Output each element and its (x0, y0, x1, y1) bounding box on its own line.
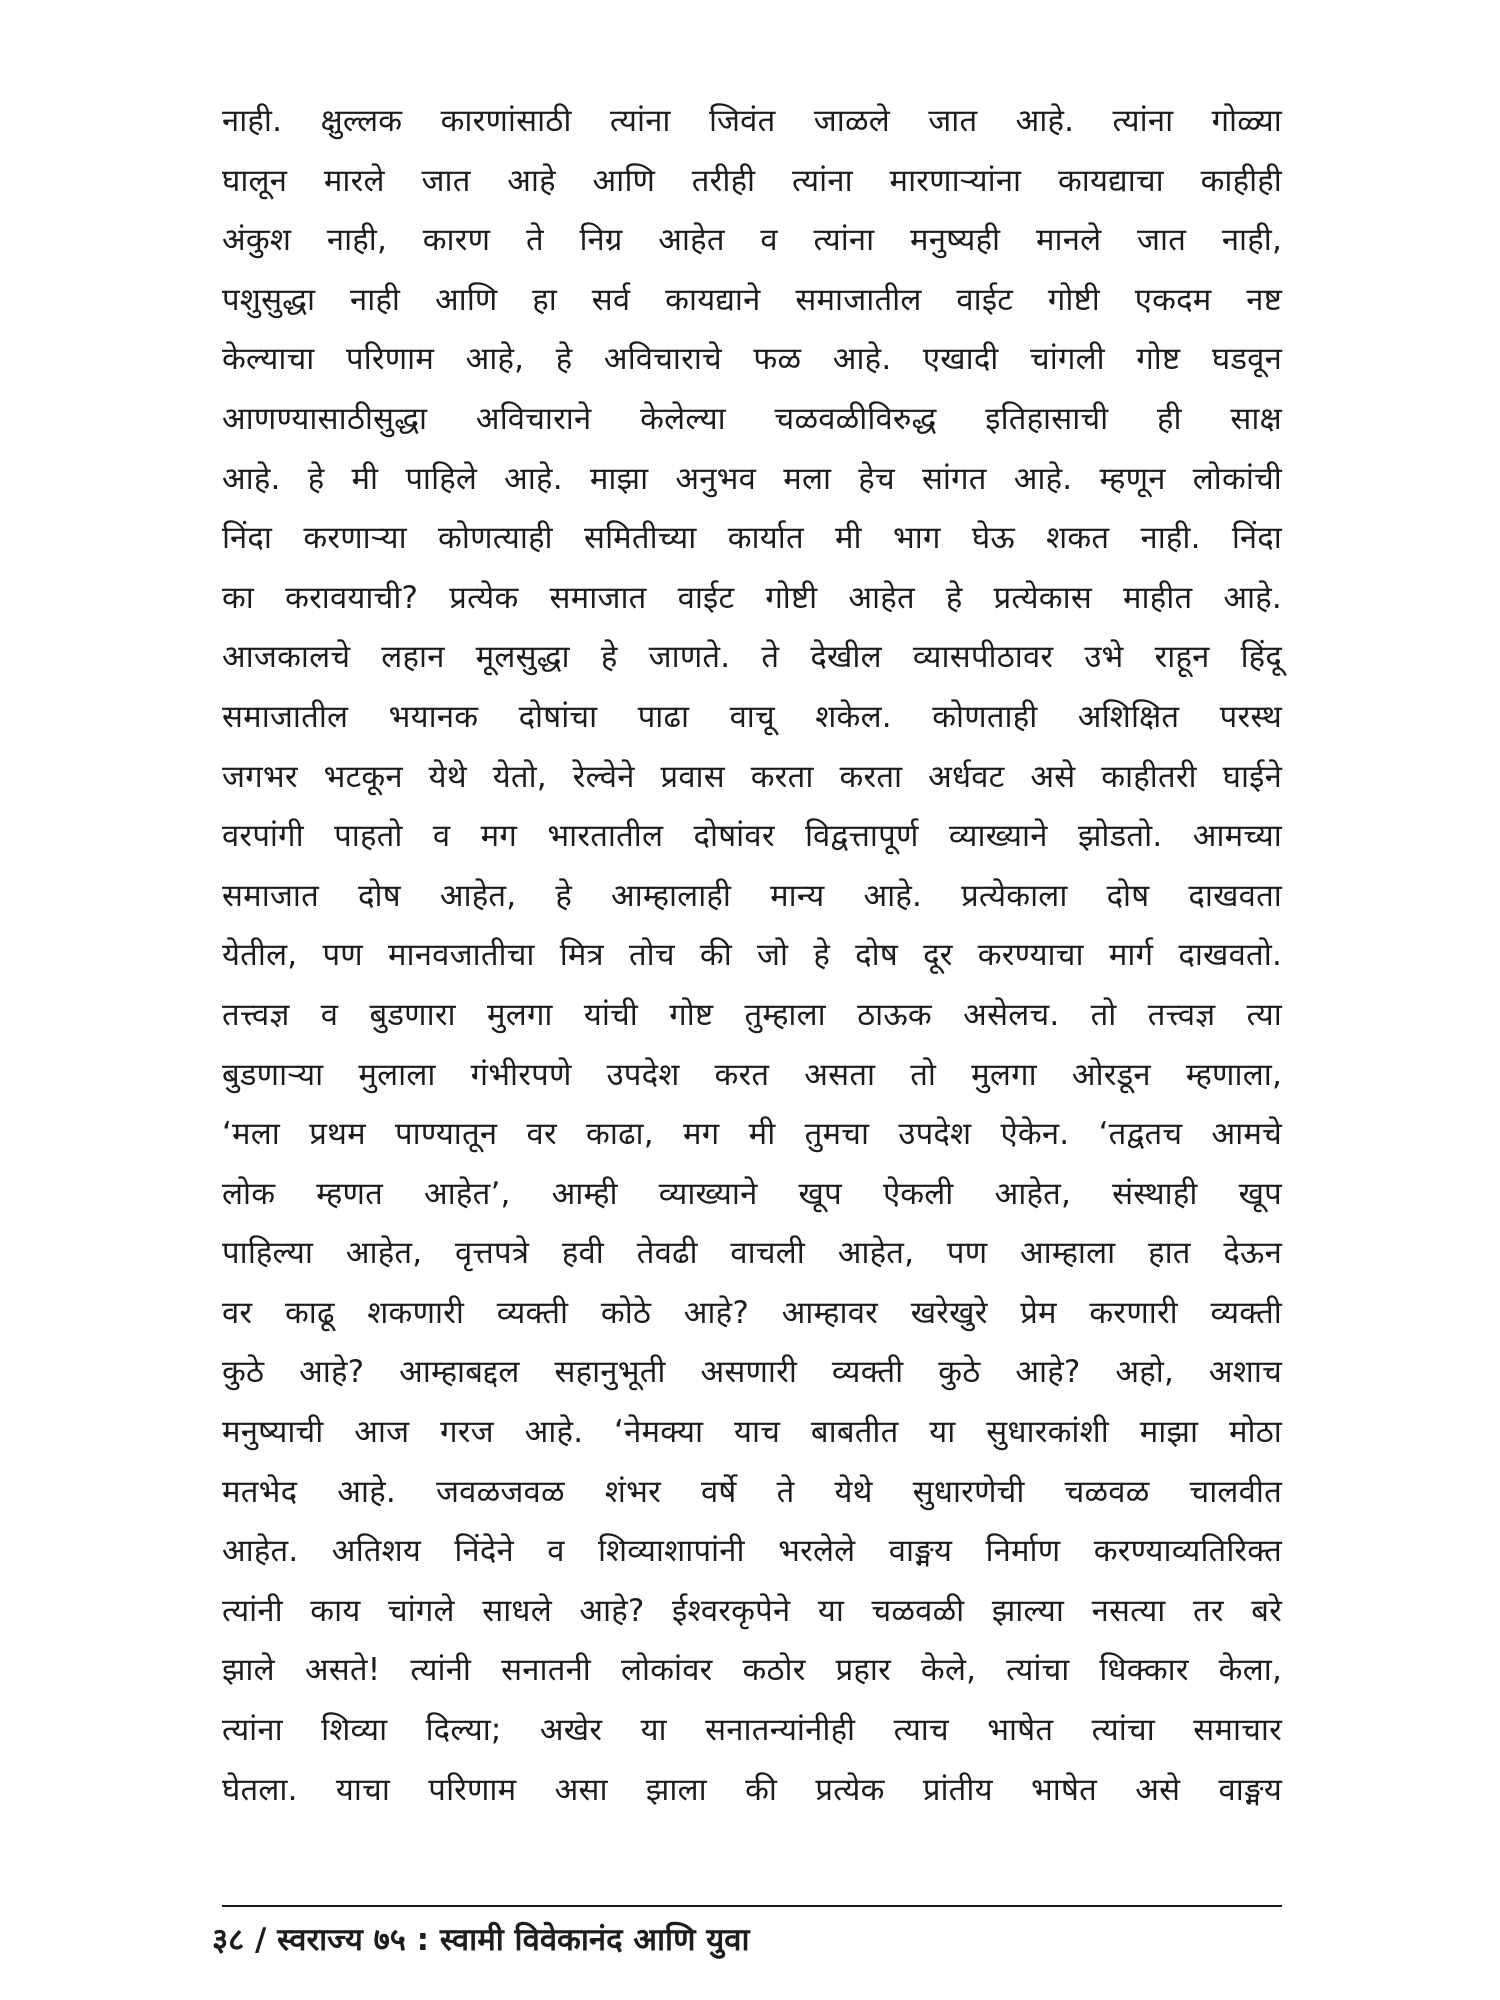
text-line: आहेत. अतिशय निंदेने व शिव्याशापांनी भरलेले वाङ्मय निर्माण करण्याव्यतिरिक्त (222, 1533, 1282, 1570)
text-line: बुडणाऱ्या मुलाला गंभीरपणे उपदेश करत असता तो मुलगा ओरडून म्हणाला, (222, 1056, 1282, 1093)
text-line: झाले असते! त्यांनी सनातनी लोकांवर कठोर प्रहार केले, त्यांचा धिक्कार केला, (222, 1652, 1282, 1689)
text-line: आणण्यासाठीसुद्धा अविचाराने केलेल्या चळवळीविरुद्ध इतिहासाची ही साक्ष (222, 400, 1282, 437)
text-line: ‘मला प्रथम पाण्यातून वर काढा, मग मी तुमचा उपदेश ऐकेन. ‘तद्वतच आमचे (222, 1116, 1282, 1153)
text-line: पाहिल्या आहेत, वृत्तपत्रे हवी तेवढी वाचली आहेत, पण आम्हाला हात देऊन (222, 1235, 1282, 1272)
text-line: घेतला. याचा परिणाम असा झाला की प्रत्येक प्रांतीय भाषेत असे वाङ्मय (222, 1771, 1282, 1808)
text-line: पशुसुद्धा नाही आणि हा सर्व कायद्याने समाजातील वाईट गोष्टी एकदम नष्ट (222, 281, 1282, 318)
text-line: लोक म्हणत आहेत’, आम्ही व्याख्याने खूप ऐकली आहेत, संस्थाही खूप (222, 1175, 1282, 1212)
text-line: नाही. क्षुल्लक कारणांसाठी त्यांना जिवंत जाळले जात आहे. त्यांना गोळ्या (222, 103, 1282, 139)
text-line: घालून मारले जात आहे आणि तरीही त्यांना मारणाऱ्यांना कायद्याचा काहीही (222, 162, 1282, 199)
text-line: आजकालचे लहान मूलसुद्धा हे जाणते. ते देखील व्यासपीठावर उभे राहून हिंदू (222, 639, 1282, 676)
text-line: अंकुश नाही, कारण ते निग्र आहेत व त्यांना मनुष्यही मानले जात नाही, (222, 222, 1282, 259)
text-line: येतील, पण मानवजातीचा मित्र तोच की जो हे दोष दूर करण्याचा मार्ग दाखवतो. (222, 937, 1282, 974)
text-line: जगभर भटकून येथे येतो, रेल्वेने प्रवास करता करता अर्धवट असे काहीतरी घाईने (222, 758, 1282, 795)
text-line: मतभेद आहे. जवळजवळ शंभर वर्षे ते येथे सुधारणेची चळवळ चालवीत (222, 1473, 1282, 1510)
text-line: समाजात दोष आहेत, हे आम्हालाही मान्य आहे. प्रत्येकाला दोष दाखवता (222, 877, 1282, 914)
text-line: वरपांगी पाहतो व मग भारतातील दोषांवर विद्वत्तापूर्ण व्याख्याने झोडतो. आमच्या (222, 818, 1282, 855)
text-line: तत्त्वज्ञ व बुडणारा मुलगा यांची गोष्ट तुम्हाला ठाऊक असेलच. तो तत्त्वज्ञ त्या (222, 996, 1282, 1033)
text-line: कुठे आहे? आम्हाबद्दल सहानुभूती असणारी व्यक्ती कुठे आहे? अहो, अशाच (222, 1354, 1282, 1391)
page-footer: ३८ / स्वराज्य ७५ : स्वामी विवेकानंद आणि युवा (212, 1922, 750, 1958)
text-line: त्यांनी काय चांगले साधले आहे? ईश्वरकृपेने या चळवळी झाल्या नसत्या तर बरे (222, 1592, 1282, 1629)
text-line: निंदा करणाऱ्या कोणत्याही समितीच्या कार्यात मी भाग घेऊ शकत नाही. निंदा (222, 520, 1282, 557)
body-paragraph (222, 92, 1282, 1820)
footer-divider (222, 1905, 1282, 1907)
text-line: आहे. हे मी पाहिले आहे. माझा अनुभव मला हेच सांगत आहे. म्हणून लोकांची (222, 460, 1282, 497)
text-line: वर काढू शकणारी व्यक्ती कोठे आहे? आम्हावर खरेखुरे प्रेम करणारी व्यक्ती (222, 1294, 1282, 1331)
text-line: त्यांना शिव्या दिल्या; अखेर या सनातन्यांनीही त्याच भाषेत त्यांचा समाचार (222, 1712, 1282, 1749)
text-line: मनुष्याची आज गरज आहे. ‘नेमक्या याच बाबतीत या सुधारकांशी माझा मोठा (222, 1414, 1282, 1451)
text-line: का करावयाची? प्रत्येक समाजात वाईट गोष्टी आहेत हे प्रत्येकास माहीत आहे. (222, 579, 1282, 616)
text-line: केल्याचा परिणाम आहे, हे अविचाराचे फळ आहे. एखादी चांगली गोष्ट घडवून (222, 341, 1282, 378)
text-line: समाजातील भयानक दोषांचा पाढा वाचू शकेल. कोणताही अशिक्षित परस्थ (222, 698, 1282, 735)
